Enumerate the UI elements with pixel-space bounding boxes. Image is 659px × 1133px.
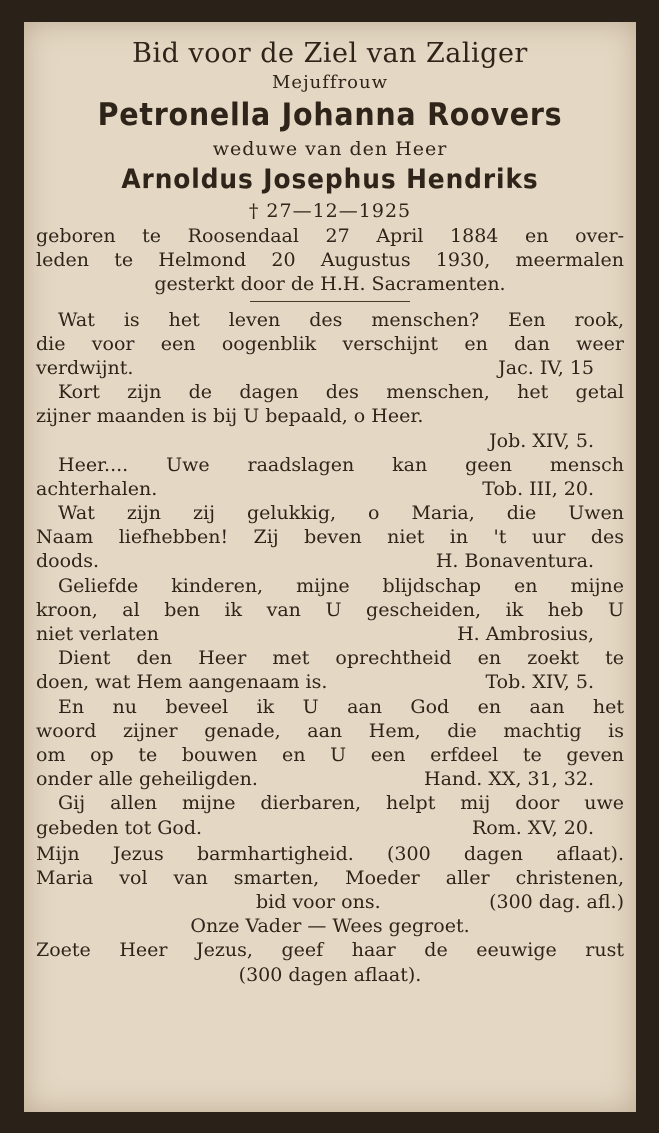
verse-last-line [36,549,624,573]
verse-last-line [36,477,624,501]
verse-line: Geliefde kinderen, mijne blijdschap en mijne [58,574,624,597]
verse-text: doods. [36,550,99,573]
verse-line: En nu beveel ik U aan God en aan het [58,695,624,718]
memorial-card [24,22,636,1112]
prayer-line: (300 dagen aflaat). [238,963,422,986]
verse-source: Rom. XV, 20. [471,816,594,839]
verse-line: Kort zijn de dagen des menschen, het getal [58,381,624,404]
verse-line: Dient den Heer met oprechtheid en zoekt te [58,647,624,670]
verse-line: kroon, al ben ik van U gescheiden, ik heb U [36,598,624,621]
verse-text: achterhalen. [36,477,158,500]
card-title: Bid voor de Ziel van Zaliger [132,38,528,69]
verse-line: om op te bouwen en U een erfdeel te geven [36,743,624,766]
verse-source: Tob. III, 20. [482,477,594,500]
indulgence-note: (300 dag. afl.) [489,891,624,914]
prayer-line: Mijn Jezus barmhartigheid. (300 dagen aflaat). [36,842,624,865]
prayer-line: Onze Vader — Wees gegroet. [190,915,470,938]
verse-text: doen, wat Hem aangenaam is. [36,671,328,694]
verse-source: H. Bonaventura. [435,550,594,573]
verses-block [36,308,624,840]
verse-last-line [36,356,624,380]
verse-line: Heer.... Uwe raadslagen kan geen mensch [58,453,624,476]
bio-line: geboren te Roosendaal 27 April 1884 en over- [36,225,624,247]
divider [250,301,410,302]
verse-last-line [36,816,624,840]
verse-source: Tob. XIV, 5. [485,671,594,694]
verse-line: Gij allen mijne dierbaren, helpt mij door uwe [58,792,624,815]
verse-source: Job. XIV, 5. [489,429,594,452]
widow-of-label: weduwe van den Heer [212,138,448,160]
verse-line: zijner maanden is bij U bepaald, o Heer. [36,405,424,428]
verse-last-line [36,622,624,646]
verse-line: Naam liefhebben! Zij beven niet in 't uur des [36,526,624,549]
prayer-line: Zoete Heer Jezus, geef haar de eeuwige rust [36,939,624,962]
bio-line: gesterkt door de H.H. Sacramenten. [154,273,506,296]
verse-source: Hand. XX, 31, 32. [424,768,594,791]
deceased-name: Petronella Johanna Roovers [97,97,563,133]
bio-block [36,224,624,297]
verse-source: H. Ambrosius, [457,623,594,645]
verse-line: die voor een oogenblik verschijnt en dan weer [36,332,624,355]
verse-last-line [36,767,624,791]
husband-name: Arnoldus Josephus Hendriks [121,164,539,195]
verse-line: Wat is het leven des menschen? Een rook, [58,308,624,331]
verse-text: niet verlaten [36,623,159,645]
verse-last-line [36,670,624,694]
verse-text: gebeden tot God. [36,816,203,839]
honorific: Mejuffrouw [271,72,389,93]
prayer-line: Maria vol van smarten, Moeder aller christenen, [36,866,624,889]
prayer-text: bid voor ons. [256,891,381,914]
prayers-block [36,842,624,987]
verse-line: Wat zijn zij gelukkig, o Maria, die Uwen [58,502,624,525]
prayer-line [36,890,624,914]
verse-text: onder alle geheiligden. [36,768,258,791]
verse-text: verdwijnt. [36,356,134,379]
verse-source: Jac. IV, 15 [498,356,594,379]
bio-line: leden te Helmond 20 Augustus 1930, meermalen [36,249,624,272]
husband-death-date: † 27—12—1925 [248,200,412,222]
verse-line: woord zijner genade, aan Hem, die machtig is [36,719,624,742]
